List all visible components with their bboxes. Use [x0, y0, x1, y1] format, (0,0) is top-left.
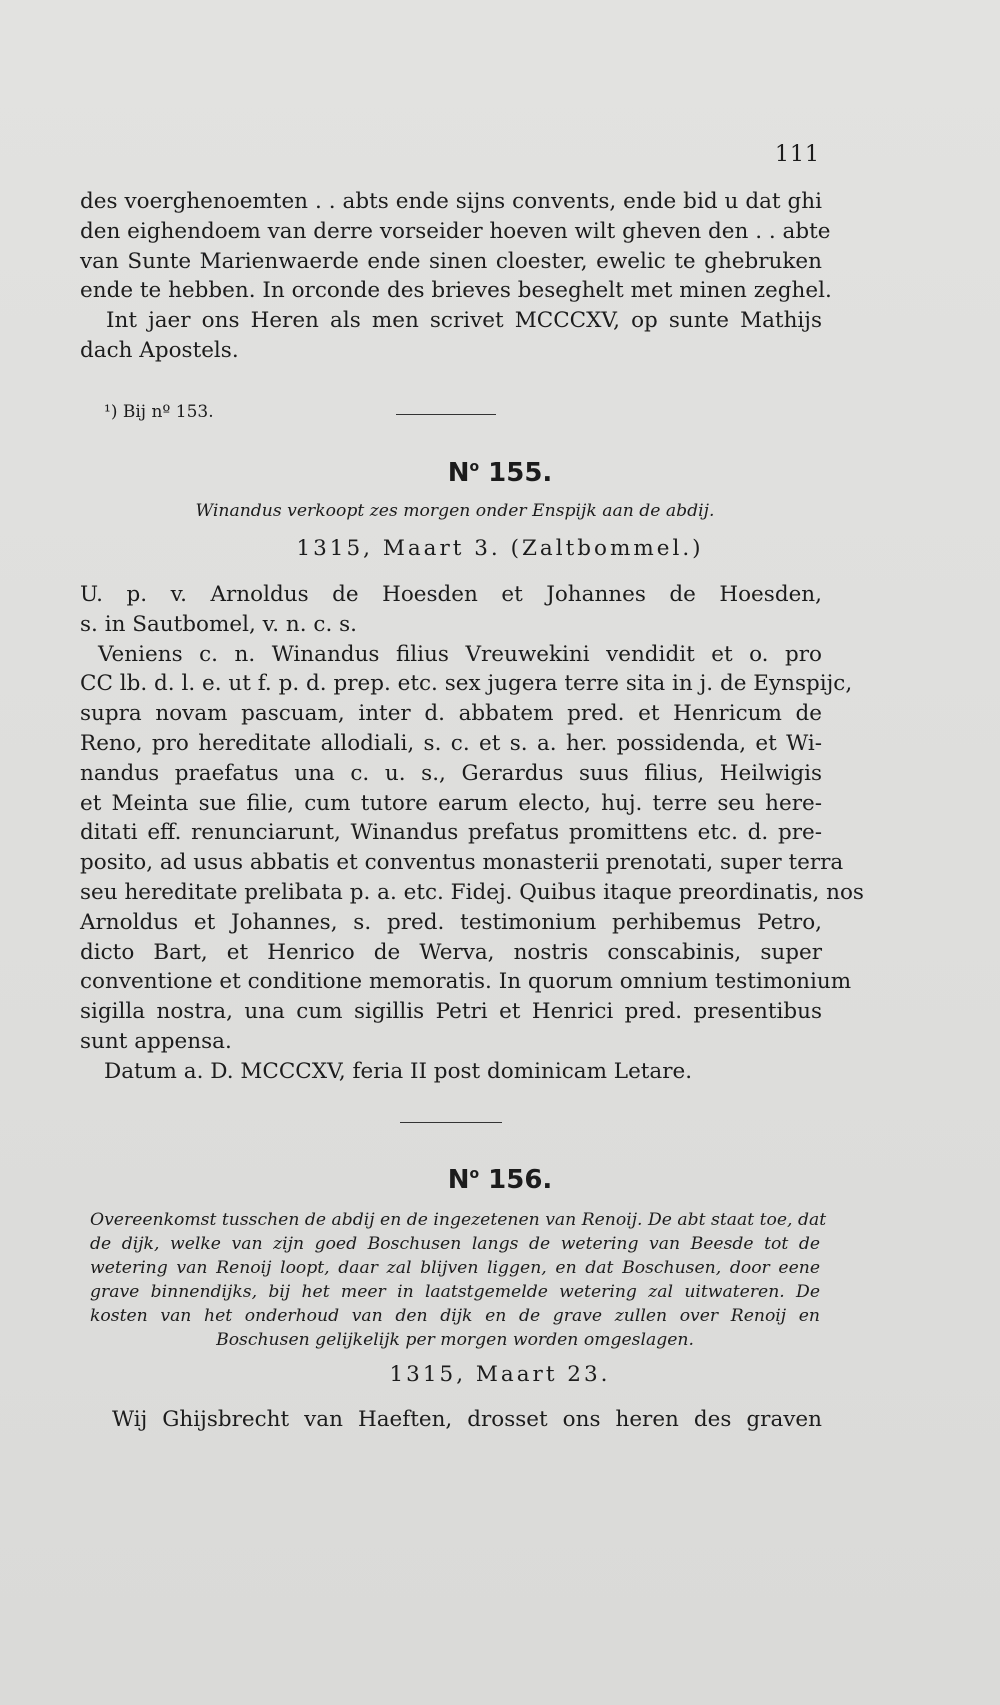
- text-line: dach Apostels.: [80, 337, 239, 363]
- charter-summary-156: [90, 1209, 827, 1352]
- charter-text-156: [80, 1405, 822, 1435]
- charter-number: 155.: [488, 458, 553, 488]
- summary-line: Boschusen gelijkelijk per morgen worden omgeslagen.: [216, 1329, 694, 1350]
- text-line: des voerghenoemten . . abts ende sijns convents, ende bid u dat ghi: [80, 189, 822, 214]
- number-sup: o: [469, 459, 480, 475]
- text-line: van Sunte Marienwaerde ende sinen cloester, ewelic te ghebruken: [80, 248, 822, 274]
- text-line: Arnoldus et Johannes, s. pred. testimonium perhibemus Petro,: [80, 909, 822, 935]
- text-line: Reno, pro hereditate allodiali, s. c. et s. a. her. possidenda, et Wi-: [80, 730, 822, 756]
- summary-line: grave binnendijks, bij het meer in laatstgemelde wetering zal uitwateren. De: [90, 1281, 820, 1302]
- charter-heading-155: [0, 458, 1000, 488]
- text-line: ditati eff. renunciarunt, Winandus prefatus promittens etc. d. pre-: [80, 820, 822, 846]
- text-line: U. p. v. Arnoldus de Hoesden et Johannes de Hoesden,: [80, 582, 822, 607]
- text-line: seu hereditate prelibata p. a. etc. Fidej. Quibus itaque preordinatis, nos: [80, 879, 864, 905]
- number-prefix: N: [447, 458, 470, 488]
- text-line: et Meinta sue filie, cum tutore earum electo, huj. terre seu here-: [80, 790, 822, 816]
- text-line: s. in Sautbomel, v. n. c. s.: [80, 611, 358, 637]
- charter-summary-155: Winandus verkoopt zes morgen onder Enspijk aan de abdij.: [195, 501, 715, 521]
- number-sup: o: [469, 1166, 480, 1182]
- summary-line: kosten van het onderhoud van den dijk en de grave zullen over Renoij en: [90, 1305, 820, 1326]
- number-prefix: N: [447, 1165, 470, 1195]
- summary-line: Overeenkomst tusschen de abdij en de ingezetenen van Renoij. De abt staat toe, dat: [90, 1210, 827, 1230]
- charter-number: 156.: [488, 1165, 553, 1195]
- text-line: Wij Ghijsbrecht van Haeften, drosset ons heren des graven: [112, 1407, 822, 1432]
- charter-date-156: 1315, Maart 23.: [389, 1362, 611, 1387]
- text-line: Datum a. D. MCCCXV, feria II post dominicam Letare.: [104, 1058, 693, 1084]
- footnote: ¹) Bij nº 153.: [104, 402, 214, 422]
- summary-line: wetering van Renoij loopt, daar zal blijven liggen, en dat Boschusen, door eene: [90, 1257, 820, 1278]
- text-line: supra novam pascuam, inter d. abbatem pred. et Henricum de: [80, 701, 822, 727]
- charter-text-155: [80, 580, 864, 1087]
- text-line: posito, ad usus abbatis et conventus monasterii prenotati, super terra: [80, 850, 844, 876]
- footnote-divider: [396, 414, 496, 415]
- text-line: ende te hebben. In orconde des brieves beseghelt met minen zeghel.: [80, 278, 832, 304]
- text-line: conventione et conditione memoratis. In quorum omnium testimonium: [80, 969, 852, 995]
- text-line: Veniens c. n. Winandus filius Vreuwekini vendidit et o. pro: [98, 641, 822, 667]
- text-line: sigilla nostra, una cum sigillis Petri et Henrici pred. presentibus: [80, 999, 822, 1025]
- text-line: Int jaer ons Heren als men scrivet MCCCXV, op sunte Mathijs: [106, 308, 822, 334]
- text-line: den eighendoem van derre vorseider hoeven wilt gheven den . . abte: [80, 218, 831, 244]
- section-divider: [400, 1122, 502, 1123]
- charter-heading-156: [0, 1165, 1000, 1195]
- text-line: sunt appensa.: [80, 1028, 232, 1054]
- previous-charter-text: [80, 187, 832, 366]
- text-line: CC lb. d. l. e. ut f. p. d. prep. etc. sex jugera terre sita in j. de Eynspijc,: [80, 671, 853, 697]
- summary-line: de dijk, welke van zijn goed Boschusen langs de wetering van Beesde tot de: [90, 1233, 820, 1254]
- page-number: 111: [775, 142, 820, 167]
- text-line: nandus praefatus una c. u. s., Gerardus suus filius, Heilwigis: [80, 760, 822, 786]
- charter-date-155: 1315, Maart 3. (Zaltbommel.): [296, 536, 704, 561]
- text-line: dicto Bart, et Henrico de Werva, nostris conscabinis, super: [80, 939, 822, 965]
